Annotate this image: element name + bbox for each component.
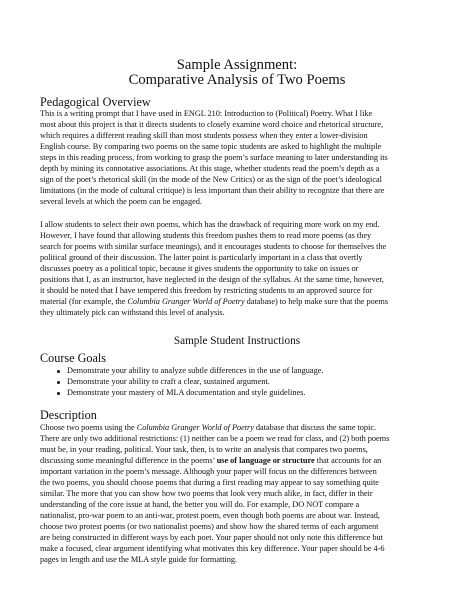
paragraph-line: most about this project is that it directs students to closely examine word choice and rhetorical structure, xyxy=(40,120,384,129)
paragraph-line: limitations (in the mode of cultural critique) is less important than their ability to recognize that there are xyxy=(40,186,385,195)
course-goals-heading: Course Goals xyxy=(40,351,107,365)
paragraph-line: they ultimately pick can withstand this level of analysis. xyxy=(40,308,225,317)
paragraph-line xyxy=(40,423,376,433)
paragraph-line: several levels at which the poem can be engaged. xyxy=(40,197,202,206)
paragraph-line: understanding of the core issue at hand, the better you will do. For example, DO NOT compare a xyxy=(40,500,360,509)
paragraph-line: political ground of their discussion. The latter point is particularly important in a class that overtly xyxy=(40,253,363,262)
paragraph-line: must be, in your reading, political. Your task, then, is to write an analysis that compares two poems, xyxy=(40,445,368,454)
text-run: that accounts for an xyxy=(314,456,382,465)
document-title-line-2: Comparative Analysis of Two Poems xyxy=(128,72,346,88)
bullet-icon xyxy=(57,381,60,384)
text-run: discussing some meaningful difference in the poems’ xyxy=(40,456,217,465)
text-run: material (for example, the xyxy=(40,297,128,306)
pedagogical-overview-heading: Pedagogical Overview xyxy=(40,95,151,109)
paragraph-line: nationalist, pro-war poem to an anti-war, protest poem, even though both poems are about war. Instead, xyxy=(40,511,380,520)
paragraph-line: pages in length and use the MLA style guide for formatting. xyxy=(40,555,238,564)
paragraph-line: important variation in the poem’s message. Although your paper will focus on the differences between xyxy=(40,467,377,476)
database-name-italic: Columbia Granger World of Poetry xyxy=(136,423,254,432)
paragraph-line: discusses poetry as a political topic, because it gives students the opportunity to take on issues or xyxy=(40,264,359,273)
student-instructions-heading: Sample Student Instructions xyxy=(173,335,301,347)
description-heading: Description xyxy=(40,408,97,422)
paragraph-line: the two poems, you should choose poems that during a first reading may appear to say something quite xyxy=(40,478,379,487)
emphasis-bold: use of language or structure xyxy=(216,456,315,465)
text-run: database that discuss the same topic. xyxy=(253,423,377,432)
text-run: Choose two poems using the xyxy=(40,423,137,432)
paragraph-line: similar. The more that you can show how two poems that look very much alike, in fact, differ in their xyxy=(40,489,373,498)
paragraph-line: This is a writing prompt that I have used in ENGL 210: Introduction to (Political) Poetry. What I like xyxy=(40,109,373,118)
paragraph-line: sign of the poet’s rhetorical skill (in the mode of the New Critics) or as the sign of the poet’s ideological xyxy=(40,175,382,184)
paragraph-line: There are only two additional restrictions: (1) neither can be a poem we read for class, and (2) both poems xyxy=(40,434,390,443)
text-run: database) to help make sure that the poems xyxy=(244,297,389,306)
paragraph-line xyxy=(40,456,381,466)
list-item: Demonstrate your ability to craft a clear, sustained argument. xyxy=(67,377,270,386)
paragraph-line xyxy=(40,297,388,307)
paragraph-line: are being constructed in different ways by each poet. Your paper should not only note this difference but xyxy=(40,533,383,542)
paragraph-line: However, I have found that allowing students this freedom pushes them to read more poems (as they xyxy=(40,231,372,240)
paragraph-line: make a focused, clear argument identifying what motivates this key difference. Your paper should be 4-6 xyxy=(40,544,385,553)
paragraph-line: search for poems with similar surface meanings), and it encourages students to choose for themselves the xyxy=(40,242,387,251)
paragraph-line: positions that I, as an instructor, have neglected in the design of the syllabus. At the same time, however, xyxy=(40,275,384,284)
database-name-italic: Columbia Granger World of Poetry xyxy=(127,297,245,306)
paragraph-line: choose two protest poems (or two nationalist poems) and show how the shared terms of each argument xyxy=(40,522,379,531)
document-title-line-1: Sample Assignment: xyxy=(176,57,298,73)
bullet-icon xyxy=(57,370,60,373)
paragraph-line: it should be noted that I have tempered this freedom by restricting students to an approved source for xyxy=(40,286,373,295)
paragraph-line: depth by mining its connotative associations. At this stage, whether students read the poem’s depth as a xyxy=(40,164,380,173)
bullet-icon xyxy=(57,392,60,395)
paragraph-line: I allow students to select their own poems, which has the drawback of requiring more work on my end. xyxy=(40,220,380,229)
paragraph-line: which requires a different reading skill than most students possess when they enter a lower-division xyxy=(40,131,368,140)
paragraph-line: steps in this reading process, from working to grasp the poem’s surface meaning to later understanding its xyxy=(40,153,388,162)
list-item: Demonstrate your ability to analyze subtle differences in the use of language. xyxy=(67,366,324,375)
paragraph-line: English course. By comparing two poems on the same topic students are asked to highlight the multiple xyxy=(40,142,381,151)
list-item: Demonstrate your mastery of MLA documentation and style guidelines. xyxy=(67,388,306,397)
